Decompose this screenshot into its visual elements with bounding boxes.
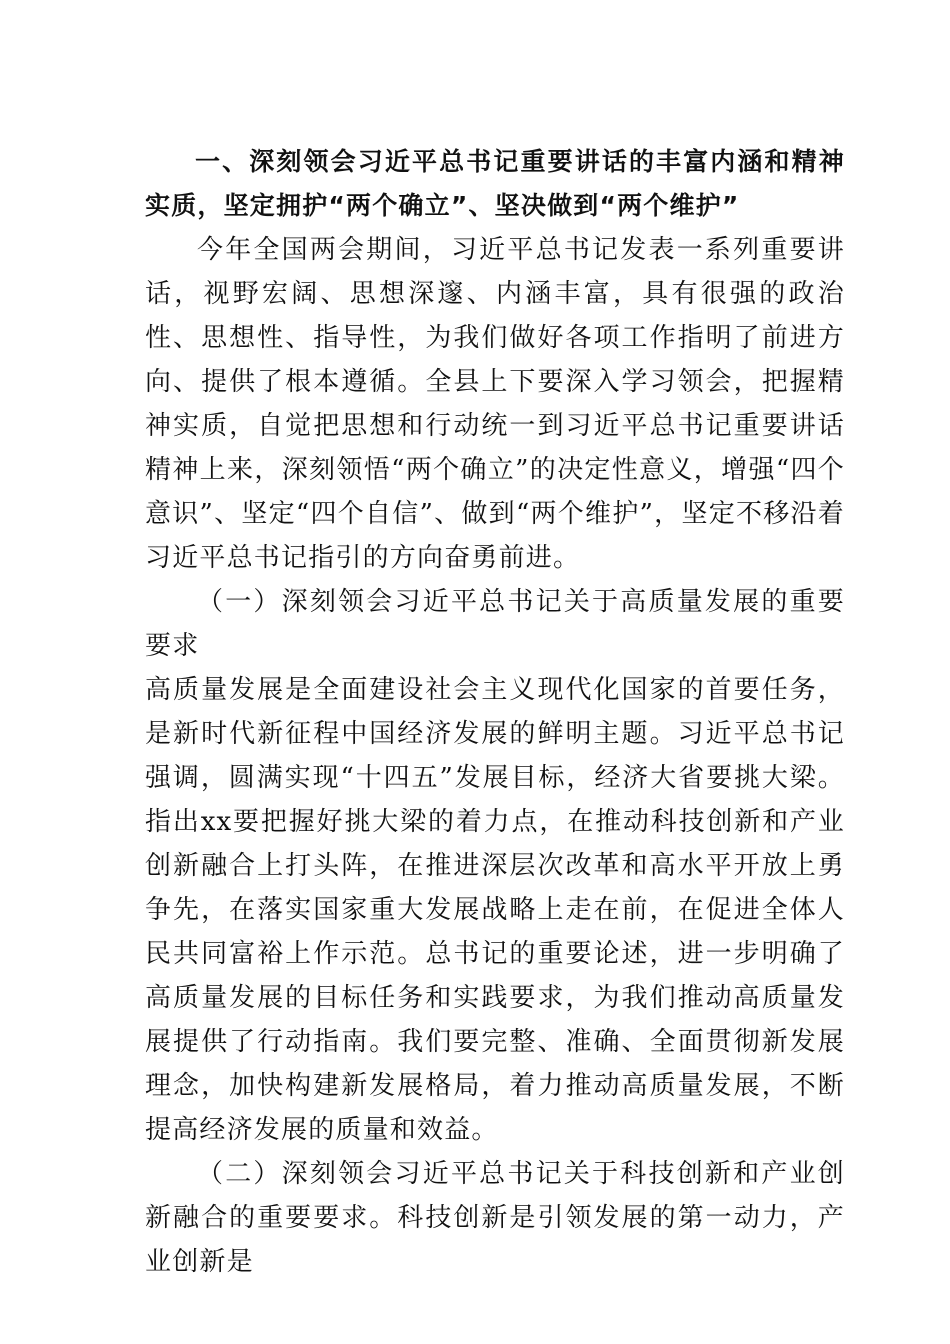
subsection-2-body: 科技创新是引领发展的第一动力，产业创新是: [145, 1203, 845, 1277]
document-body: [145, 140, 845, 1284]
subsection-2-paragraph: [145, 1152, 845, 1284]
subsection-2-heading: （二）深刻领会习近平总书记关于科技创新和产业创新融合的重要要求。: [145, 1159, 845, 1233]
subsection-1-paragraph: 高质量发展是全面建设社会主义现代化国家的首要任务，是新时代新征程中国经济发展的鲜明主题。习近平总书记强调，圆满实现“十四五”发展目标，经济大省要挑大梁。指出xx要把握好挑大梁的着力点，在推动科技创新和产业创新融合上打头阵，在推进深层次改革和高水平开放上勇争先，在落实国家重大发展战略上走在前，在促进全体人民共同富裕上作示范。总书记的重要论述，进一步明确了高质量发展的目标任务和实践要求，为我们推动高质量发展提供了行动指南。我们要完整、准确、全面贯彻新发展理念，加快构建新发展格局，着力推动高质量发展，不断提高经济发展的质量和效益。: [145, 675, 845, 1145]
subsection-1-heading: （一）深刻领会习近平总书记关于高质量发展的重要要求: [145, 587, 845, 661]
section-heading: 一、深刻领会习近平总书记重要讲话的丰富内涵和精神实质，坚定拥护“两个确立”、坚决做到“两个维护”: [145, 147, 845, 220]
intro-paragraph: 今年全国两会期间，习近平总书记发表一系列重要讲话，视野宏阔、思想深邃、内涵丰富，具有很强的政治性、思想性、指导性，为我们做好各项工作指明了前进方向、提供了根本遵循。全县上下要深入学习领会，把握精神实质，自觉把思想和行动统一到习近平总书记重要讲话精神上来，深刻领悟“两个确立”的决定性意义，增强“四个意识”、坚定“四个自信”、做到“两个维护”，坚定不移沿着习近平总书记指引的方向奋勇前进。: [145, 235, 845, 573]
subsection-1-title: [145, 580, 845, 668]
